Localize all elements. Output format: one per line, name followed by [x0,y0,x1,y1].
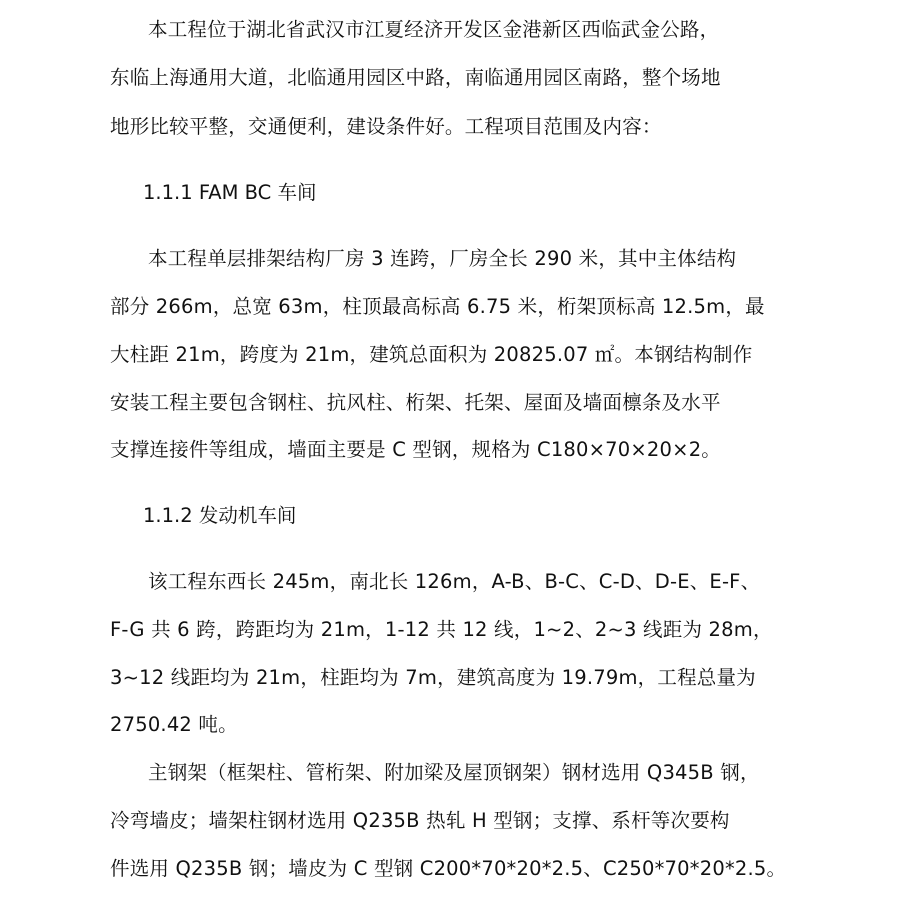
section-1-line-3: 大柱距 21m，跨度为 21m，建筑总面积为 20825.07 ㎡。本钢结构制作 [110,343,753,366]
section-2b-line-3: 件选用 Q235B 钢；墙皮为 C 型钢 C200*70*20*2.5、C250*70*20*2.5。 [110,857,787,880]
section-2-line-3: 3~12 线距均为 21m，柱距均为 7m，建筑高度为 19.79m，工程总量为 [110,666,756,689]
section-1-line-2: 部分 266m，总宽 63m，柱顶最高标高 6.75 米，桁架顶标高 12.5m，最 [110,295,765,318]
intro-line-3: 地形比较平整，交通便利，建设条件好。工程项目范围及内容： [110,115,662,138]
section-2b-line-1: 主钢架（框架柱、管桁架、附加梁及屋顶钢架）钢材选用 Q345B 钢， [148,761,760,784]
section-1-line-5: 支撑连接件等组成，墙面主要是 C 型钢，规格为 C180×70×20×2。 [110,438,721,461]
section-2-line-2: F-G 共 6 跨，跨距均为 21m，1-12 共 12 线，1~2、2~3 线距为 28m， [110,618,773,641]
intro-line-2: 东临上海通用大道，北临通用园区中路，南临通用园区南路，整个场地 [110,66,721,89]
section-2-line-4: 2750.42 吨。 [110,713,238,736]
section-1-line-1: 本工程单层排架结构厂房 3 连跨，厂房全长 290 米，其中主体结构 [148,247,737,270]
section-heading-engine-workshop: 1.1.2 发动机车间 [143,504,297,527]
section-heading-fam-bc: 1.1.1 FAM BC 车间 [143,181,317,204]
section-2-line-1: 该工程东西长 245m，南北长 126m，A-B、B-C、C-D、D-E、E-F、 [148,570,761,593]
intro-line-1: 本工程位于湖北省武汉市江夏经济开发区金港新区西临武金公路， [148,18,720,41]
section-2b-line-2: 冷弯墙皮；墙架柱钢材选用 Q235B 热轧 H 型钢；支撑、系杆等次要构 [110,809,730,832]
section-1-line-4: 安装工程主要包含钢柱、抗风柱、桁架、托架、屋面及墙面檩条及水平 [110,391,721,414]
